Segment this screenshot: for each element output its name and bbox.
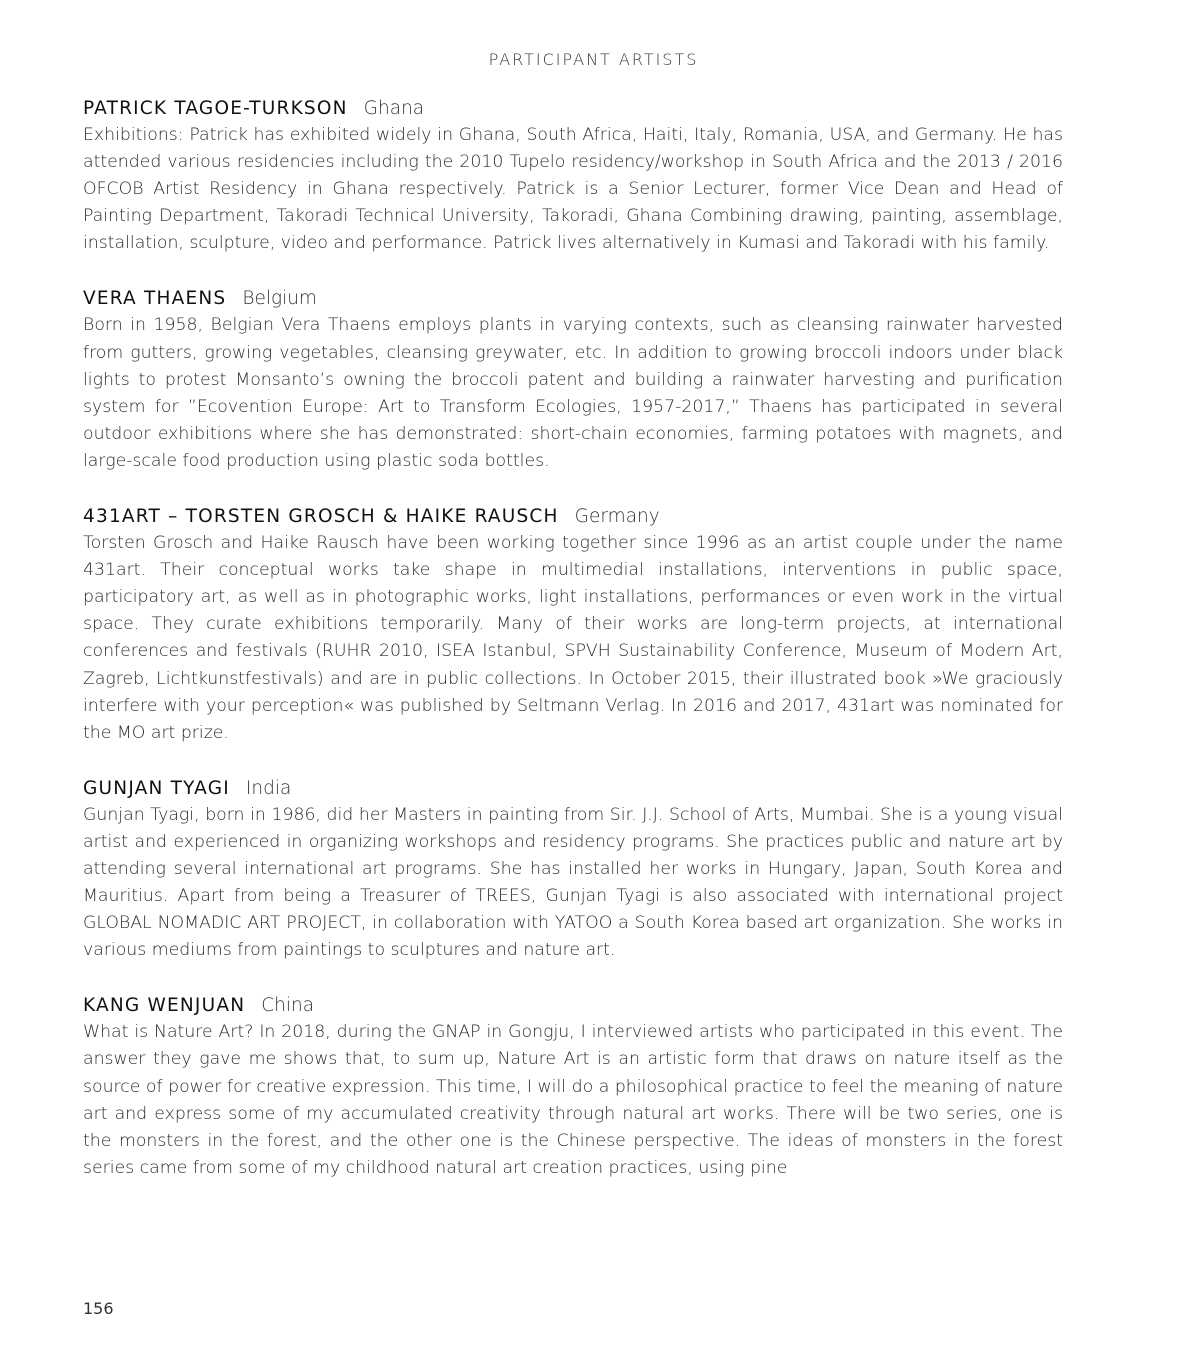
artist-entry [83, 285, 1063, 475]
artist-heading [83, 503, 1063, 530]
artist-country: China [261, 995, 315, 1017]
artist-entry [83, 992, 1063, 1182]
artist-bio: Torsten Grosch and Haike Rausch have been working together since 1996 as an artist couple under the name 431art. Their conceptual works take shape in multimedial installations, interventions in public space, participatory art, as well as in photographic works, light installations, performances or even work in the virtual space. They curate exhibitions temporarily. Many of their works are long-term projects, at international conferences and festivals (RUHR 2010, ISEA Istanbul, SPVH Sustainability Conference, Museum of Modern Art, Zagreb, Lichtkunstfestivals) and are in public collections. In October 2015, their illustrated book »We graciously interfere with your perception« was published by Seltmann Verlag. In 2016 and 2017, 431art was nominated for the MO art prize. [83, 533, 1063, 743]
running-head-title: PARTICIPANT ARTISTS [488, 50, 699, 69]
page-number: 156 [83, 1299, 114, 1318]
artist-heading [83, 285, 1063, 312]
artist-entry [83, 95, 1063, 257]
artist-heading [83, 992, 1063, 1019]
artist-name: GUNJAN TYAGI [83, 777, 230, 799]
artist-bio: What is Nature Art? In 2018, during the GNAP in Gongju, I interviewed artists who participated in this event. The answer they gave me shows that, to sum up, Nature Art is an artistic form that draws on nature itself as the source of power for creative expression. This time, I will do a philosophical practice to feel the meaning of nature art and express some of my accumulated creativity through natural art works. There will be two series, one is the monsters in the forest, and the other one is the Chinese perspective. The ideas of monsters in the forest series came from some of my childhood natural art creation practices, using pine [83, 1022, 1063, 1178]
artist-name: VERA THAENS [83, 288, 227, 310]
artist-bio: Born in 1958, Belgian Vera Thaens employs plants in varying contexts, such as cleansing rainwater harvested from gutters, growing vegetables, cleansing greywater, etc. In addition to growing broccoli indoors under black lights to protest Monsanto’s owning the broccoli patent and building a rainwater harvesting and purification system for ”Ecovention Europe: Art to Transform Ecologies, 1957-2017,” Thaens has participated in several outdoor exhibitions where she has demonstrated: short-chain economies, farming potatoes with magnets, and large-scale food production using plastic soda bottles. [83, 315, 1063, 471]
artist-name: 431ART – TORSTEN GROSCH & HAIKE RAUSCH [83, 506, 559, 528]
artist-bio: Gunjan Tyagi, born in 1986, did her Masters in painting from Sir. J.J. School of Arts, Mumbai. She is a young visual artist and experienced in organizing workshops and residency programs. She practices public and nature art by attending several international art programs. She has installed her works in Hungary, Japan, South Korea and Mauritius. Apart from being a Treasurer of TREES, Gunjan Tyagi is also associated with international project GLOBAL NOMADIC ART PROJECT, in collaboration with YATOO a South Korea based art organization. She works in various mediums from paintings to sculptures and nature art. [83, 804, 1063, 961]
artist-entry [83, 503, 1063, 747]
artist-entry [83, 775, 1063, 965]
artist-country: Ghana [363, 98, 425, 119]
artist-country: India [245, 777, 292, 799]
artist-entries [83, 95, 1063, 1210]
artist-heading [83, 95, 1063, 122]
artist-bio: Exhibitions: Patrick has exhibited widely in Ghana, South Africa, Haiti, Italy, Romania, USA, and Germany. He has attended various residencies including the 2010 Tupelo residency/workshop in South Africa and the 2013 / 2016 OFCOB Artist Residency in Ghana respectively. Patrick is a Senior Lecturer, former Vice Dean and Head of Painting Department, Takoradi Technical University, Takoradi, Ghana Combining drawing, painting, assemblage, installation, sculpture, video and performance. Patrick lives alternatively in Kumasi and Takoradi with his family. [83, 125, 1063, 254]
artist-country: Belgium [242, 288, 317, 310]
artist-country: Germany [574, 506, 660, 528]
artist-heading [83, 775, 1063, 802]
artist-name: KANG WENJUAN [83, 995, 246, 1017]
artist-name: PATRICK TAGOE-TURKSON [83, 98, 348, 119]
